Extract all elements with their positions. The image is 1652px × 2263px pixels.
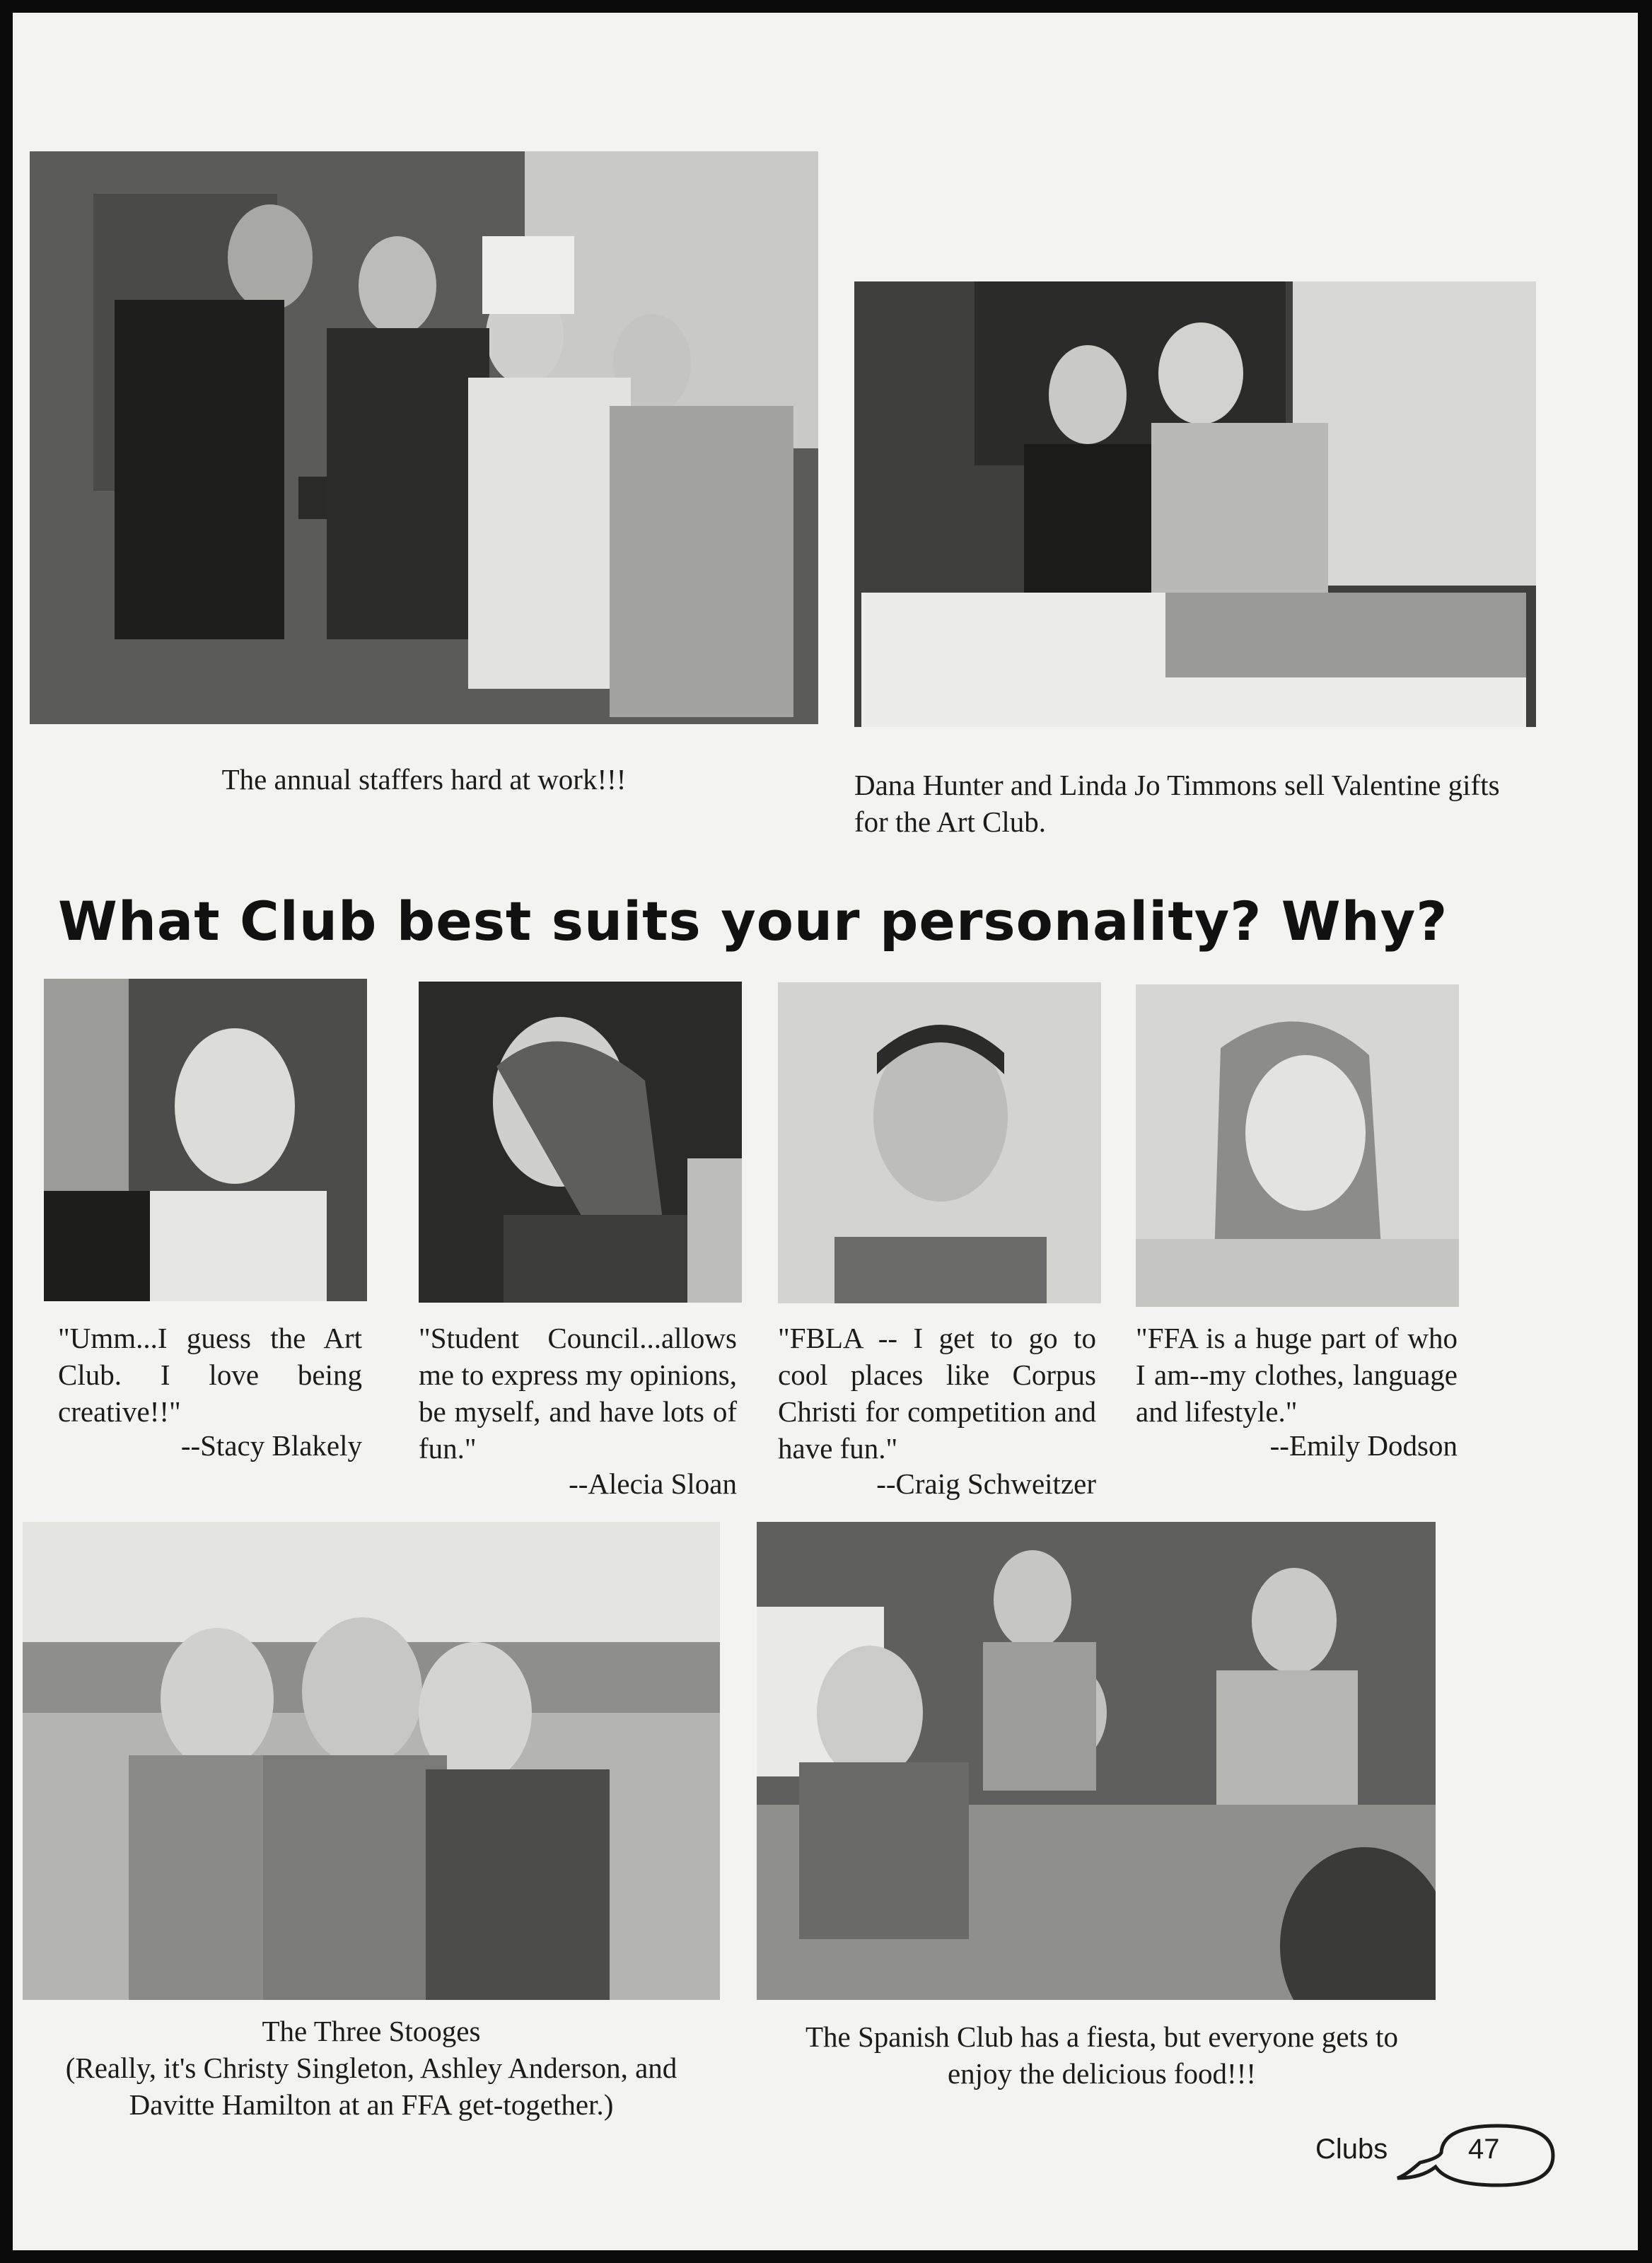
quote-text: "Student Council...allows me to express my opinions, be myself, and have lots of fun.": [419, 1322, 737, 1465]
spanish-club-photo: [757, 1522, 1436, 2000]
quote-author: --Alecia Sloan: [569, 1467, 737, 1500]
quote-text: "Umm...I guess the Art Club. I love being creative!!": [58, 1322, 362, 1428]
quote-text: "FBLA -- I get to go to cool places like Corpus Christi for competition and have fun.": [778, 1322, 1096, 1465]
quote-author: --Stacy Blakely: [180, 1429, 362, 1462]
portrait-craig-schweitzer: [778, 982, 1101, 1303]
headline: What Club best suits your personality? Why?: [58, 890, 1448, 953]
portrait-alecia-sloan: [419, 982, 742, 1303]
section-label: Clubs: [1315, 2134, 1388, 2165]
quote-author: --Emily Dodson: [1269, 1429, 1458, 1462]
three-stooges-title: The Three Stooges: [262, 2015, 481, 2047]
three-stooges-caption: (Really, it's Christy Singleton, Ashley Anderson, and Davitte Hamilton at an FFA get-together.): [65, 2052, 677, 2121]
spanish-club-caption: The Spanish Club has a fiesta, but everyone gets to enjoy the delicious food!!!: [805, 2020, 1399, 2090]
annual-staffers-caption: The annual staffers hard at work!!!: [221, 763, 627, 796]
valentine-caption: Dana Hunter and Linda Jo Timmons sell Valentine gifts for the Art Club.: [854, 769, 1500, 838]
portrait-emily-dodson: [1136, 984, 1459, 1307]
three-stooges-photo: [23, 1522, 720, 2000]
quote-author: --Craig Schweitzer: [876, 1467, 1096, 1500]
valentine-sale-photo: [854, 281, 1536, 727]
yearbook-page: [13, 13, 1638, 2250]
annual-staffers-photo: [30, 151, 818, 724]
portrait-stacy-blakely: [44, 979, 367, 1301]
quote-text: "FFA is a huge part of who I am--my clothes, language and lifestyle.": [1136, 1322, 1458, 1428]
page-number: 47: [1468, 2134, 1500, 2165]
